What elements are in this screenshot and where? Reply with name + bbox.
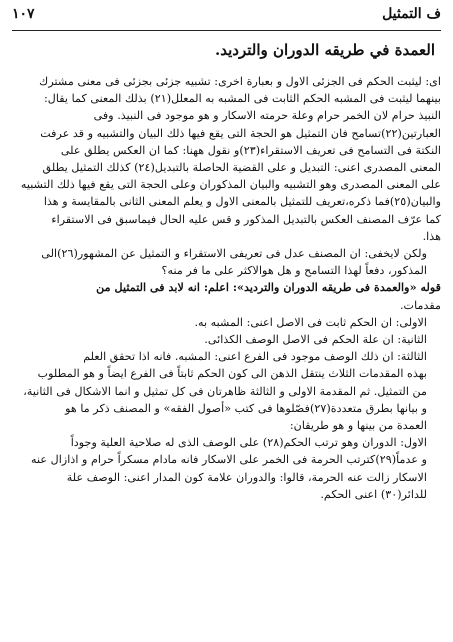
text-line: العمدة من بينها و هو طريقان: (289, 419, 427, 433)
text-line: والبيان(٢٥)فما ذكره،تعريف للتمثيل بالمعنى الاول و يعلم المعنى الثانى بالمقايسة و هذا (43, 195, 441, 209)
text-line: المذكور، دفعاً لهذا التسامح و هل هوالاكثر على ما فر منه؟ (161, 264, 427, 278)
header-rule (12, 30, 441, 31)
paragraph-3 (12, 279, 441, 313)
text-line: هذا. (422, 229, 441, 243)
text-line: من التمثيل. ثم المقدمة الاولى و الثالثة ظاهرتان فى كل تمثيل و انما الاشكال فى الثانية، (23, 384, 427, 398)
paragraph-5 (12, 348, 441, 434)
text-line: و عدماً(٢٩)كترتب الحرمة فى الخمر على الاسكار فانه مادام مسكراً حرام و اذازال عنه (31, 453, 427, 467)
text-line: كما عرّف المصنف العكس بالتبديل المذكور و قس عليه الحال فيماسبق فى الاستقراء (51, 212, 441, 226)
paragraph-2 (12, 245, 441, 279)
paragraph-1 (12, 73, 441, 245)
text-line: الاسكار زالت عنه الحرمة، قالوا: والدوران علامة كون المدار اعنى: الوصف علة (66, 470, 427, 484)
text-line: ولكن لايخفى: ان المصنف عدل فى تعريفى الاستقراء و التمثيل عن المشهور(٢٦)الى (41, 247, 427, 261)
text-line: النبيذ حرام لان الخمر حرام وعلة حرمته الاسكار و هو موجود فى النبيذ. وفى (93, 109, 441, 123)
paragraph-4 (12, 314, 441, 348)
page-header (12, 6, 441, 28)
text-line: بينهما ليثبت فى المشبه الحكم الثابت فى المشبه به المعلل(٢١) بذلك المعنى كما يقال: (43, 92, 441, 106)
section-title: العمدة في طريقه الدوران والترديد. (215, 41, 435, 59)
text-line: بهذه المقدمات الثلاث ينتقل الذهن الى كون الحكم ثابتاً فى الفرع ايضاً و هو المطلوب (37, 367, 427, 381)
page-number: ١٠٧ (12, 6, 35, 22)
text-line: النكتة فى التسامح فى تعريف الاستقراء(٢٣)و نقول ههنا: كما ان العكس يطلق على (60, 143, 441, 157)
text-line: على المعنى المصدرى وهو التشبيه والبيان المذكوران وعلى الحجة التى يقع فيها ذلك التشبيه (20, 178, 441, 192)
text-line: الثالثة: ان ذلك الوصف موجود فى الفرع اعنى: المشبه. فانه اذا تحقق العلم (83, 350, 427, 364)
text-line: الثانية: ان علة الحكم فى الاصل الوصف الكذائى. (204, 333, 427, 347)
paragraph-6 (12, 434, 441, 503)
text-line: اى: ليثبت الحكم فى الجزئى الاول و بعبارة اخرى: تشبيه جزئى بجزئى فى معنى مشترك (39, 75, 441, 88)
text-line: للدائر(٣٠) اعنى الحكم. (320, 487, 427, 501)
text-line: المعنى المصدرى اعنى: التبديل و على القضية الحاصلة بالتبديل(٢٤) كذلك التمثيل يطلق (42, 161, 441, 175)
text-line: الاولى: ان الحكم ثابت فى الاصل اعنى: المشبه به. (194, 315, 427, 329)
text-line: مقدمات. (399, 298, 441, 312)
text-line-heading: قوله «والعمدة فى طريقه الدوران والترديد»: اعلم: انه لابد فى التمثيل من (96, 280, 441, 295)
running-title: ف التمثيل (382, 6, 441, 22)
text-line: و بيانها بطرق متعددة(٢٧)فصّلوها فى كتب «أصول الفقه» و المصنف ذكر ما هو (65, 401, 427, 415)
text-line: الاول: الدوران وهو ترتب الحكم(٢٨) على الوصف الذى له صلاحية العلية وجوداً (70, 436, 427, 450)
body-text (12, 73, 441, 503)
text-line: العبارتين(٢٢)تسامح فان التمثيل هو الحجة التى يقع فيها ذلك البيان والتشبيه و قد عرفت (40, 126, 441, 140)
